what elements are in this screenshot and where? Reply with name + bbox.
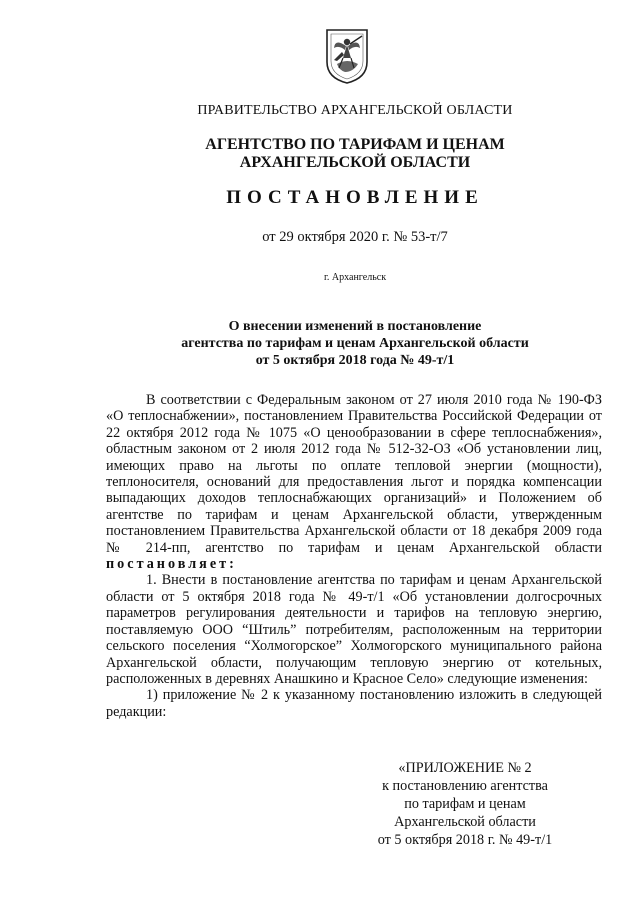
- item-1-paragraph: 1. Внести в постановление агентства по тарифам и ценам Архангельской области от 5 октября 2018 года № 49-т/1 «Об установлении долгосрочных параметров регулирования деятельности и тарифов на тепловую энергию, поставляемую ООО “Штиль” потребителям, расположенным на территории сельского поселения “Холмогорское” Холмогорского муниципального района Архангельской области, получающим тепловую энергию от котельных, расположенных в деревнях Анашкино и Красное Село» следующие изменения:: [106, 572, 602, 687]
- document-subject: [0, 318, 640, 369]
- item-1-1-paragraph: 1) приложение № 2 к указанному постановлению изложить в следующей редакции:: [106, 687, 602, 720]
- appendix-line3: по тарифам и ценам: [404, 796, 526, 812]
- agency-name-line2: АРХАНГЕЛЬСКОЙ ОБЛАСТИ: [239, 154, 471, 171]
- document-body: [106, 392, 602, 720]
- coat-of-arms-icon: [325, 28, 369, 84]
- agency-name-line1: АГЕНТСТВО ПО ТАРИФАМ И ЦЕНАМ: [205, 136, 505, 153]
- document-type: ПОСТАНОВЛЕНИЕ: [226, 187, 484, 208]
- preamble-text: В соответствии с Федеральным законом от 27 июля 2010 года № 190-ФЗ «О теплоснабжении», постановлением Правительства Российской Федерации от 22 октября 2012 года № 1075 «О ценообразовании в сфере теплоснабжения», областным законом от 2 июля 2012 года № 512-32-ОЗ «Об установлении лиц, имеющих право на льготы по оплате тепловой энергии (мощности), теплоносителя, оснований для предоставления льгот и порядка компенсации выпадающих доходов теплоснабжающих организаций» и Положением об агентстве по тарифам и ценам Архангельской области, утвержденным постановлением Правительства Архангельской области от 18 декабря 2009 года № 214-пп, агентство по тарифам и ценам Архангельской области: [106, 392, 602, 556]
- subject-line2: агентства по тарифам и ценам Архангельской области: [181, 336, 529, 351]
- agency-name: [0, 136, 640, 172]
- government-name: ПРАВИТЕЛЬСТВО АРХАНГЕЛЬСКОЙ ОБЛАСТИ: [197, 103, 513, 118]
- appendix-line1: «ПРИЛОЖЕНИЕ № 2: [398, 760, 532, 776]
- appendix-line5: от 5 октября 2018 г. № 49-т/1: [377, 832, 553, 848]
- preamble-paragraph: [106, 392, 602, 572]
- appendix-line2: к постановлению агентства: [382, 778, 548, 794]
- subject-line3: от 5 октября 2018 года № 49-т/1: [255, 353, 455, 368]
- decides-word: постановляет:: [106, 556, 237, 573]
- document-date-number: от 29 октября 2020 г. № 53-т/7: [262, 229, 448, 245]
- appendix-line4: Архангельской области: [394, 814, 536, 830]
- document-city: г. Архангельск: [323, 272, 387, 283]
- subject-line1: О внесении изменений в постановление: [228, 319, 482, 334]
- appendix-header: [360, 759, 570, 849]
